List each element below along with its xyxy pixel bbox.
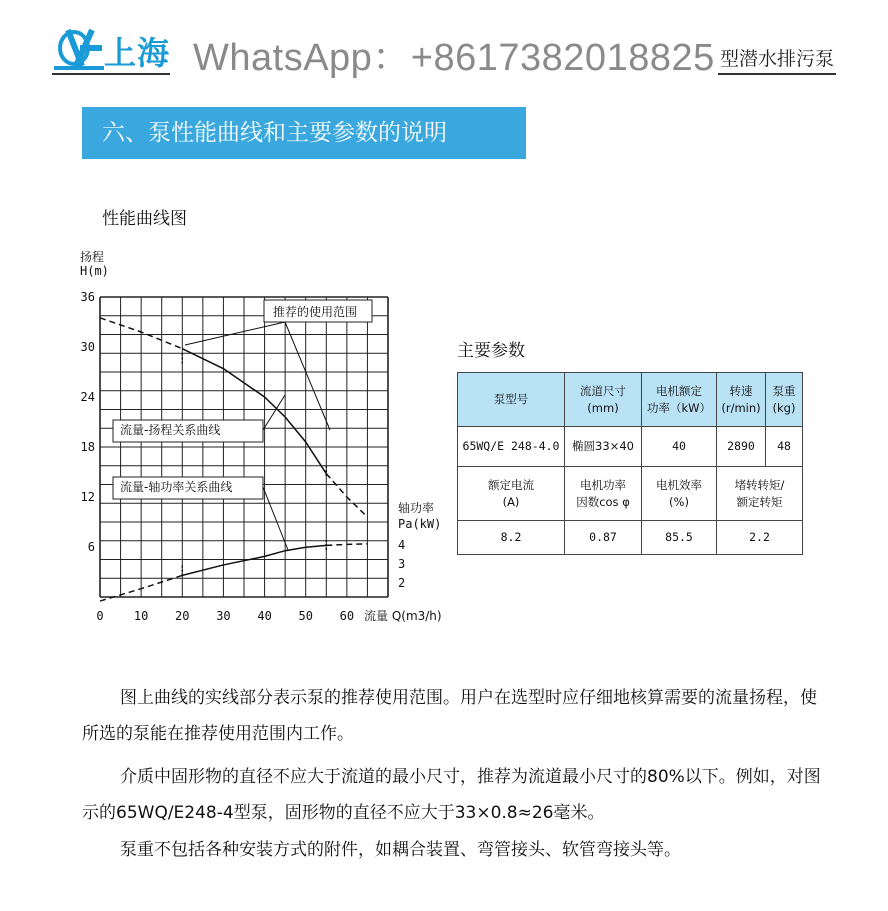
table-header-cell: 额定电流 (A) — [458, 467, 565, 521]
leader-line-range-right — [285, 322, 330, 430]
y-axis-title: 扬程 — [80, 250, 105, 264]
x-axis-title: 流量 Q(m3/h) — [364, 609, 442, 623]
table-header-cell: 流道尺寸 (mm) — [565, 373, 642, 427]
power-curve-dashed-end — [326, 544, 367, 546]
chart-grid — [100, 297, 388, 597]
table-row — [458, 467, 803, 521]
power-curve-solid — [182, 545, 326, 575]
y2-tick-label: 2 — [398, 576, 406, 590]
table-cell: 2890 — [717, 427, 766, 467]
y-tick-label: 6 — [87, 540, 95, 554]
params-table — [457, 372, 803, 555]
table-header-cell: 转速 (r/min) — [717, 373, 766, 427]
logo-text: 上海 — [104, 34, 171, 72]
table-header-cell: 泵型号 — [458, 373, 565, 427]
head-curve-solid — [182, 349, 326, 474]
table-row — [458, 373, 803, 427]
y-tick-label: 18 — [80, 440, 95, 454]
annotation-recommended-range: 推荐的使用范围 — [273, 305, 358, 319]
annotation-head-curve: 流量-扬程关系曲线 — [120, 423, 221, 437]
table-cell: 椭圆33×40 — [565, 427, 642, 467]
chart-title: 性能曲线图 — [102, 209, 187, 229]
y-tick-label: 30 — [80, 340, 95, 354]
table-cell: 0.87 — [565, 521, 642, 555]
product-category: 型潜水排污泵 — [720, 48, 835, 70]
y2-tick-label: 4 — [398, 538, 406, 552]
table-header-cell: 泵重 (kg) — [766, 373, 803, 427]
x-tick-label: 40 — [257, 609, 272, 623]
table-cell: 2.2 — [717, 521, 803, 555]
table-header-cell: 堵转转矩/ 额定转矩 — [717, 467, 803, 521]
x-tick-label: 30 — [216, 609, 231, 623]
leader-line-range-left — [185, 322, 285, 345]
y-tick-label: 36 — [80, 290, 95, 304]
chart-marks — [81, 290, 406, 623]
params-title: 主要参数 — [457, 341, 525, 361]
table-header-cell: 电机功率 因数cos φ — [565, 467, 642, 521]
y-tick-label: 24 — [80, 390, 95, 404]
y-axis-unit: H(m) — [80, 264, 109, 278]
table-cell: 40 — [642, 427, 717, 467]
table-cell: 48 — [766, 427, 803, 467]
whatsapp-contact: WhatsApp：+8617382018825 — [193, 37, 715, 79]
y-tick-label: 12 — [80, 490, 95, 504]
y2-axis-title: 轴功率 — [398, 501, 435, 515]
table-row — [458, 427, 803, 467]
x-tick-label: 60 — [339, 609, 355, 623]
section-title-banner: 六、泵性能曲线和主要参数的说明 — [82, 107, 526, 159]
table-header-cell: 电机效率 (%) — [642, 467, 717, 521]
y2-tick-label: 3 — [398, 557, 406, 571]
table-cell: 8.2 — [458, 521, 565, 555]
table-row — [458, 521, 803, 555]
table-cell: 85.5 — [642, 521, 717, 555]
table-cell: 65WQ/E 248-4.0 — [458, 427, 565, 467]
leader-line-head — [263, 395, 285, 430]
table-header-cell: 电机额定 功率（kW） — [642, 373, 717, 427]
x-tick-label: 20 — [175, 609, 190, 623]
annotation-power-curve: 流量-轴功率关系曲线 — [120, 480, 233, 494]
note-paragraph-2: 介质中固形物的直径不应大于流道的最小尺寸，推荐为流道最小尺寸的80%以下。例如，对图示的65WQ/E248-4型泵，固形物的直径不应大于33×0.8≈26毫米。 — [82, 767, 821, 823]
x-tick-label: 0 — [96, 609, 104, 623]
x-tick-label: 50 — [298, 609, 313, 623]
x-tick-label: 10 — [133, 609, 149, 623]
y2-axis-unit: Pa(kW) — [398, 517, 442, 531]
note-paragraph-3: 泵重不包括各种安装方式的附件，如耦合装置、弯管接头、软管弯接头等。 — [120, 840, 681, 860]
note-paragraph-1: 图上曲线的实线部分表示泵的推荐使用范围。用户在选型时应仔细地核算需要的流量扬程，使所选的泵能在推荐使用范围内工作。 — [82, 688, 817, 744]
